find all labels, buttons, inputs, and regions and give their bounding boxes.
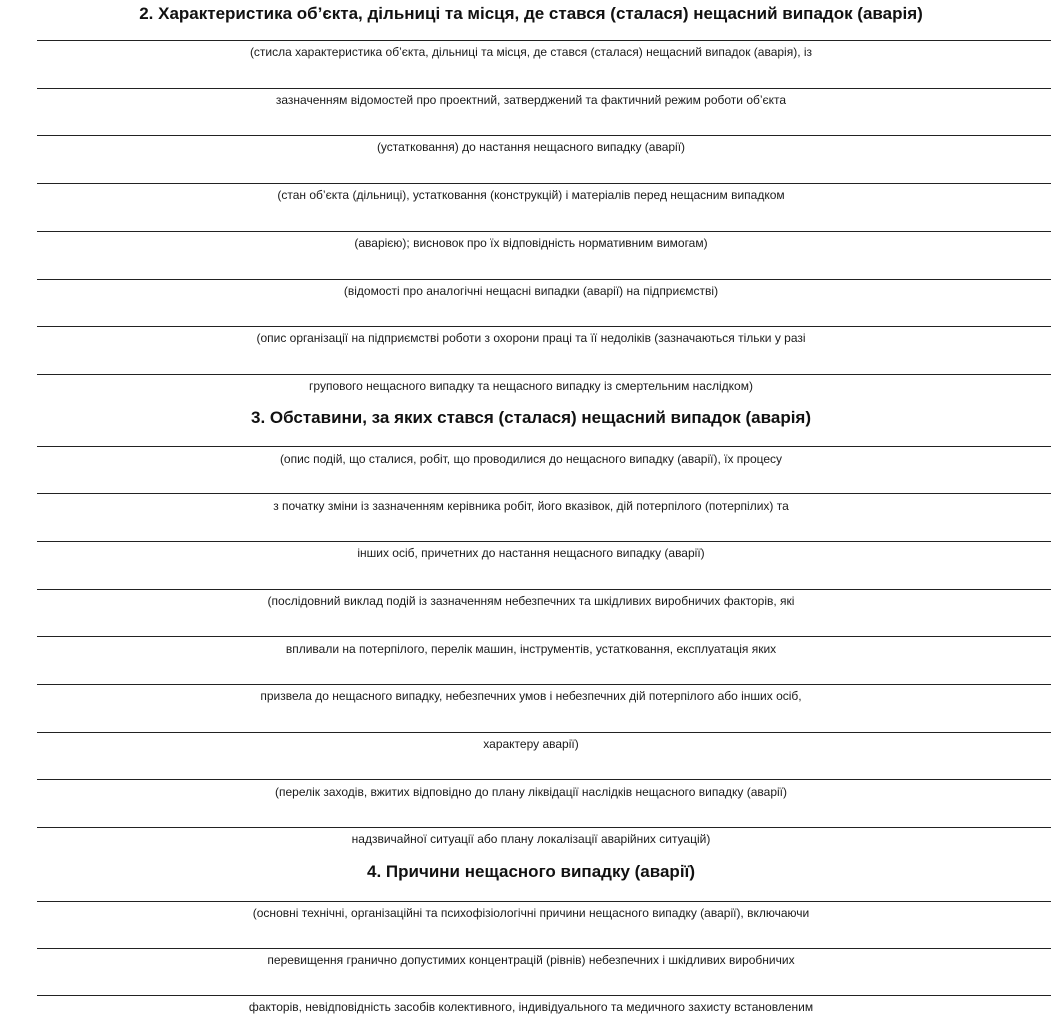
field-caption: призвела до нещасного випадку, небезпечних умов і небезпечних дій потерпілого або інших осіб,	[260, 689, 802, 703]
section-3-heading: 3. Обставини, за яких стався (сталася) нещасний випадок (аварія)	[250, 408, 812, 427]
field-caption: (перелік заходів, вжитих відповідно до плану ліквідації наслідків нещасного випадку (аварії)	[274, 785, 787, 799]
fill-line[interactable]	[37, 279, 1051, 280]
fill-line[interactable]	[37, 541, 1051, 542]
field-caption: (устатковання) до настання нещасного випадку (аварії)	[376, 140, 686, 154]
fill-line[interactable]	[37, 948, 1051, 949]
fill-line[interactable]	[37, 779, 1051, 780]
fill-line[interactable]	[37, 40, 1051, 41]
field-caption: групового нещасного випадку та нещасного випадку із смертельним наслідком)	[309, 379, 753, 393]
fill-line[interactable]	[37, 88, 1051, 89]
fill-line[interactable]	[37, 183, 1051, 184]
field-caption: з початку зміни із зазначенням керівника робіт, його вказівок, дій потерпілого (потерпілих) та	[273, 499, 789, 513]
fill-line[interactable]	[37, 135, 1051, 136]
field-caption: (стисла характеристика об’єкта, дільниці та місця, де стався (сталася) нещасний випадок (аварія), із	[249, 45, 813, 59]
field-caption: (відомості про аналогічні нещасні випадки (аварії) на підприємстві)	[343, 284, 719, 298]
section-2-heading: 2. Характеристика об’єкта, дільниці та місця, де стався (сталася) нещасний випадок (аварія)	[139, 4, 923, 23]
field-caption: надзвичайної ситуації або плану локалізації аварійних ситуацій)	[351, 832, 711, 846]
fill-line[interactable]	[37, 636, 1051, 637]
field-caption: зазначенням відомостей про проектний, затверджений та фактичний режим роботи об’єкта	[275, 93, 787, 107]
fill-line[interactable]	[37, 684, 1051, 685]
fill-line[interactable]	[37, 326, 1051, 327]
field-caption: (аварією); висновок про їх відповідність нормативним вимогам)	[354, 236, 708, 250]
field-caption: (опис організації на підприємстві роботи з охорони праці та її недоліків (зазначаються тільки у разі	[256, 331, 806, 345]
field-caption: (опис подій, що сталися, робіт, що проводилися до нещасного випадку (аварії), їх процесу	[279, 452, 783, 466]
field-caption: (стан об’єкта (дільниці), устатковання (конструкцій) і матеріалів перед нещасним випадком	[277, 188, 785, 202]
field-caption: перевищення гранично допустимих концентрацій (рівнів) небезпечних і шкідливих виробничих	[267, 953, 795, 967]
fill-line[interactable]	[37, 493, 1051, 494]
field-caption: факторів, невідповідність засобів колективного, індивідуального та медичного захисту встановленим	[248, 1000, 814, 1014]
field-caption: характеру аварії)	[483, 737, 579, 751]
fill-line[interactable]	[37, 732, 1051, 733]
fill-line[interactable]	[37, 589, 1051, 590]
fill-line[interactable]	[37, 995, 1051, 996]
section-4-heading: 4. Причини нещасного випадку (аварії)	[367, 862, 695, 881]
fill-line[interactable]	[37, 901, 1051, 902]
field-caption: інших осіб, причетних до настання нещасного випадку (аварії)	[357, 546, 705, 560]
fill-line[interactable]	[37, 374, 1051, 375]
field-caption: (послідовний виклад подій із зазначенням небезпечних та шкідливих виробничих факторів, які	[267, 594, 795, 608]
field-caption: (основні технічні, організаційні та психофізіологічні причини нещасного випадку (аварії), включаючи	[252, 906, 810, 920]
fill-line[interactable]	[37, 827, 1051, 828]
fill-line[interactable]	[37, 446, 1051, 447]
field-caption: впливали на потерпілого, перелік машин, інструментів, устатковання, експлуатація яких	[285, 642, 777, 656]
fill-line[interactable]	[37, 231, 1051, 232]
